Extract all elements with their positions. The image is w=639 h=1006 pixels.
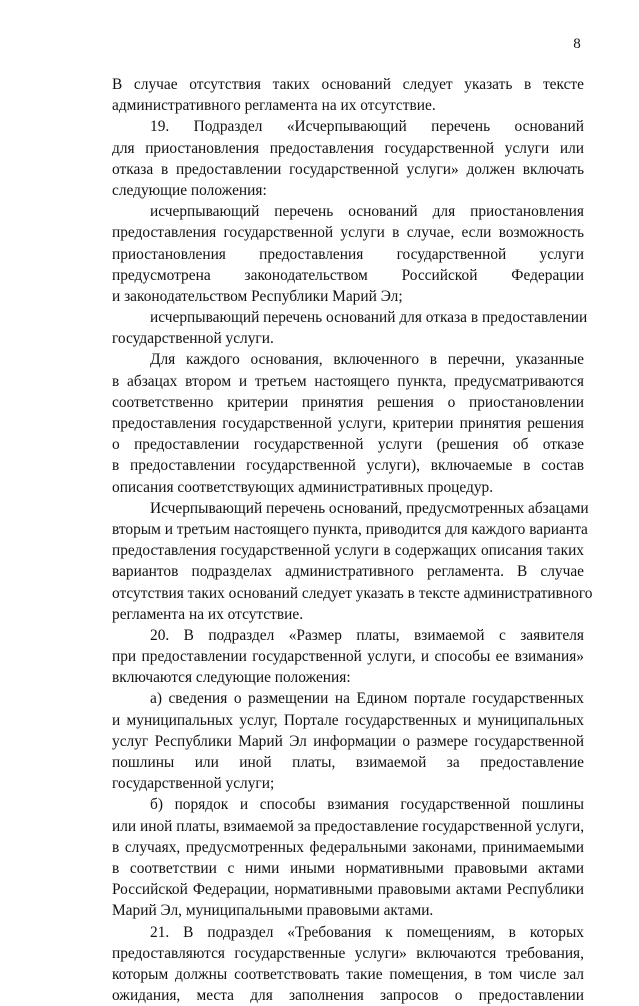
text-line: ожидания, места для заполнения запросов о предоставлении (112, 987, 584, 1005)
text-line: или иной платы, взимаемой за предоставление государственной услуги, (112, 817, 585, 835)
text-line: в абзацах втором и третьем настоящего пункта, предусматриваются (112, 372, 584, 390)
text-line: исчерпывающий перечень оснований для отказа в предоставлении (150, 309, 588, 327)
text-line: в случаях, предусмотренных федеральными законами, принимаемыми (112, 838, 584, 856)
text-line: а) сведения о размещении на Едином портале государственных (150, 690, 584, 708)
text-line: и муниципальных услуг, Портале государственных и муниципальных (112, 711, 584, 729)
text-line: В случае отсутствия таких оснований следует указать в тексте (112, 76, 584, 93)
text-line: Марий Эл, муниципальными правовыми актами. (112, 902, 434, 920)
text-line: регламента на их отсутствие. (112, 605, 304, 623)
text-line: административного регламента на их отсутствие. (112, 97, 436, 115)
text-line: описания соответствующих административных процедур. (112, 478, 494, 496)
text-line: предусмотрена законодательством Российской Федерации (112, 266, 584, 284)
text-line: приостановления предоставления государственной услуги (112, 245, 584, 263)
text-line: предоставления государственной услуги в содержащих описания таких (112, 542, 584, 560)
text-line: Исчерпывающий перечень оснований, предусмотренных абзацами (150, 499, 589, 517)
text-line: отсутствия таких оснований следует указать в тексте административного (112, 584, 593, 602)
text-line: услуг Республики Марий Эл информации о размере государственной (112, 732, 584, 750)
text-line: 21. В подраздел «Требования к помещениям, в которых (150, 923, 584, 941)
text-line: вариантов подразделах административного регламента. В случае (112, 563, 584, 581)
text-line: соответственно критерии принятия решения о приостановлении (112, 393, 584, 411)
text-line: Российской Федерации, нормативными правовыми актами Республики (112, 881, 584, 899)
text-line: 19. Подраздел «Исчерпывающий перечень оснований (150, 118, 584, 136)
text-line: б) порядок и способы взимания государственной пошлины (150, 796, 584, 814)
text-line: пошлины или иной платы, взимаемой за предоставление (112, 754, 584, 771)
text-line: государственной услуги. (112, 330, 274, 348)
text-line: 20. В подраздел «Размер платы, взимаемой с заявителя (150, 626, 584, 644)
text-line: которым должны соответствовать такие помещения, в том числе зал (112, 965, 584, 983)
text-line: при предоставлении государственной услуги, и способы ее взимания» (112, 648, 584, 666)
text-line: исчерпывающий перечень оснований для приостановления (150, 203, 584, 221)
page-number: 8 (573, 36, 581, 52)
text-line: предоставления государственной услуги в случае, если возможность (112, 224, 584, 242)
text-line: предоставляются государственные услуги» включаются требования, (112, 944, 584, 962)
text-line: вторым и третьим настоящего пункта, приводится для каждого варианта (112, 520, 588, 538)
text-line: предоставления государственной услуги, критерии принятия решения (112, 415, 584, 432)
text-line: и законодательством Республики Марий Эл; (112, 287, 403, 305)
text-line: для приостановления предоставления государственной услуги или (112, 139, 584, 157)
text-line: государственной услуги; (112, 775, 275, 793)
text-line: в соответствии с ними иными нормативными правовыми актами (112, 859, 584, 877)
text-line: отказа в предоставлении государственной услуги» должен включать (112, 160, 584, 178)
text-line: о предоставлении государственной услуги (решения об отказе (112, 436, 584, 454)
text-line: в предоставлении государственной услуги), включаемые в состав (112, 457, 584, 475)
document-body (112, 74, 593, 1006)
text-line: следующие положения: (112, 181, 267, 199)
text-line: Для каждого основания, включенного в перечни, указанные (150, 351, 584, 369)
text-line: включаются следующие положения: (112, 669, 351, 687)
